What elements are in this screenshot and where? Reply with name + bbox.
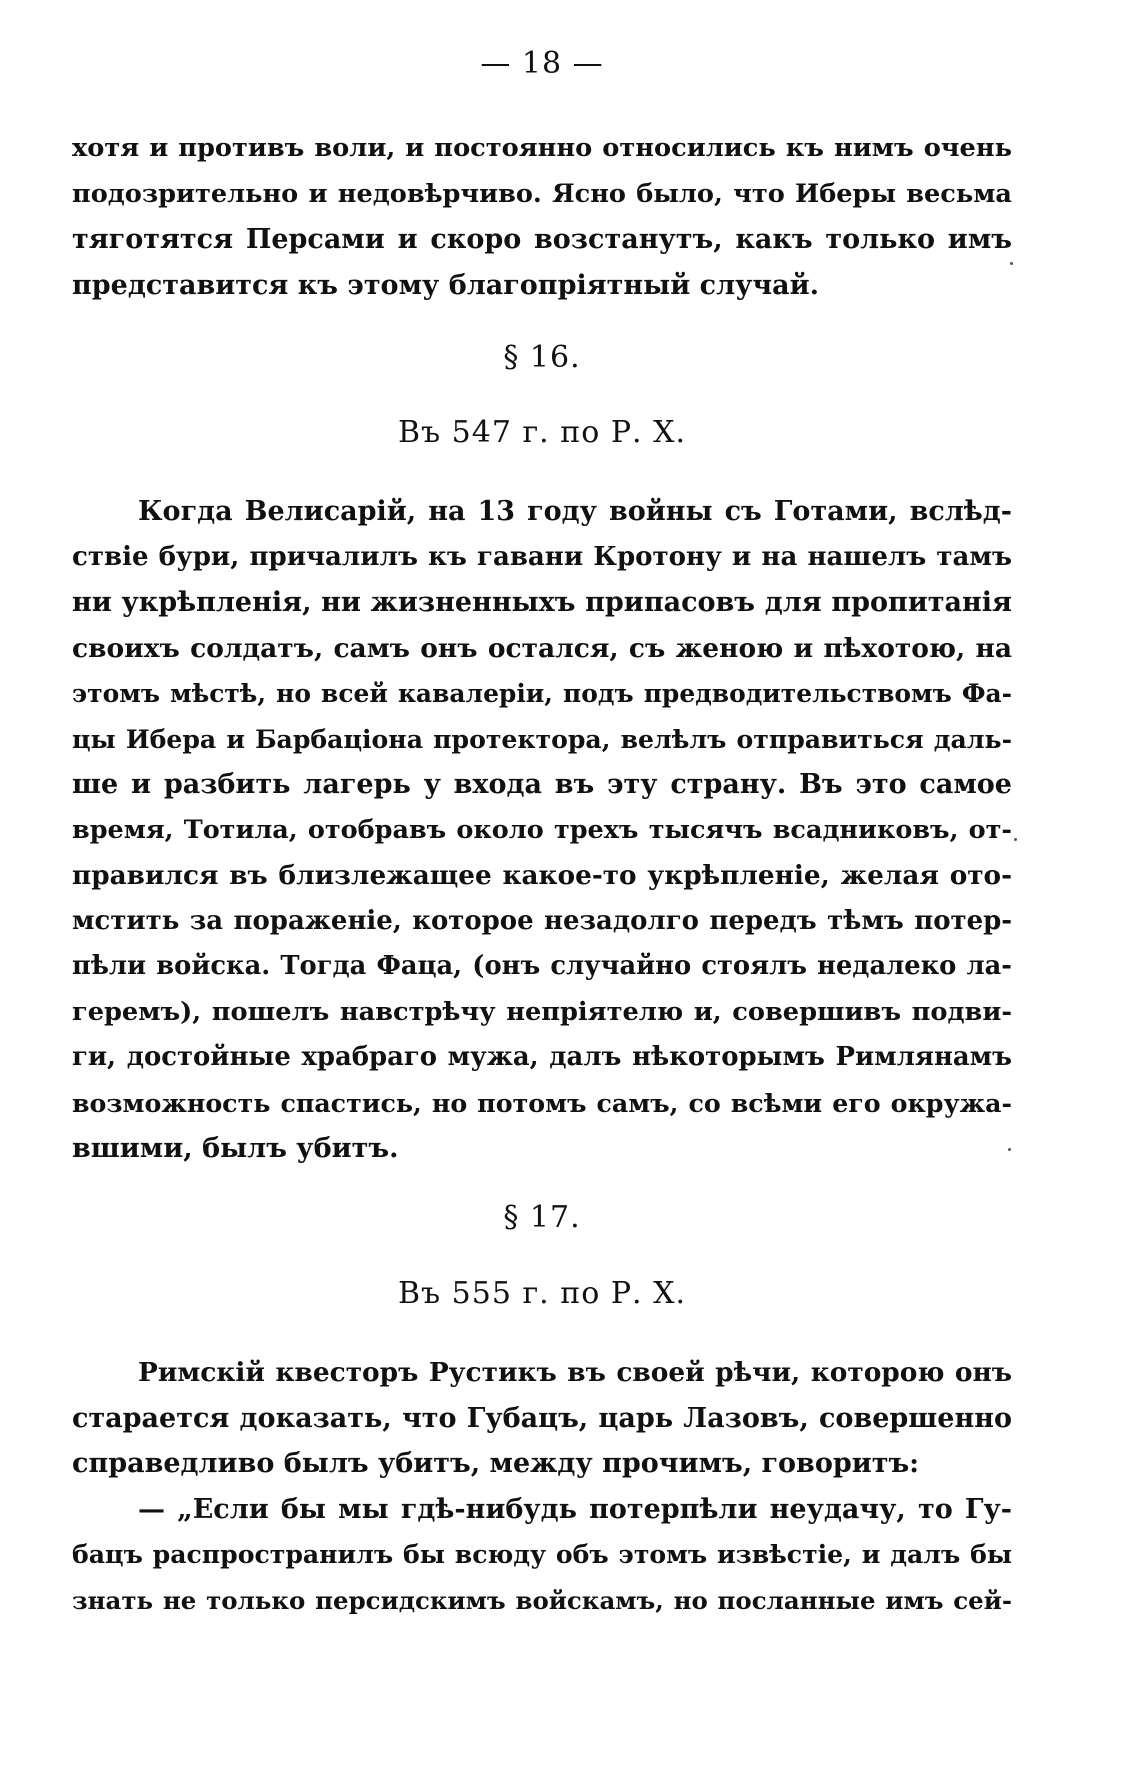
section-16-date: Въ 547 г. по Р. X.: [398, 415, 686, 450]
print-speck: [1010, 262, 1013, 265]
print-speck: [1014, 838, 1017, 841]
text-line: этомъ мѣстѣ, но всей кавалеріи, подъ предводительствомъ Фа-: [72, 679, 1012, 708]
text-line: возможность спастись, но потомъ самъ, со всѣми его окружа-: [72, 1087, 1012, 1118]
text-line: цы Ибера и Барбаціона протектора, велѣлъ отправиться даль-: [72, 723, 1012, 754]
text-line: подозрительно и недовѣрчиво. Ясно было, что Иберы весьма: [72, 178, 1012, 209]
text-line: знать не только персидскимъ войскамъ, но посланные имъ сей-: [72, 1585, 1012, 1615]
text-line: тяготятся Персами и скоро возстанутъ, какъ только имъ: [72, 224, 1012, 255]
print-speck: [1008, 1148, 1011, 1151]
text-line: вшими, былъ убитъ.: [72, 1133, 399, 1164]
text-line: правился въ близлежащее какое-то укрѣпленіе, желая ото-: [72, 860, 1012, 891]
text-line: Когда Велисарій, на 13 году войны съ Готами, вслѣд-: [138, 496, 1012, 527]
text-line: Римскій квесторъ Рустикъ въ своей рѣчи, которою онъ: [138, 1357, 1012, 1388]
section-17-date: Въ 555 г. по Р. X.: [398, 1276, 686, 1311]
text-line: ни укрѣпленія, ни жизненныхъ припасовъ для пропитанія: [72, 587, 1012, 618]
text-line: пѣли войска. Тогда Фаца, (онъ случайно стоялъ недалеко ла-: [72, 951, 1012, 981]
text-line: ше и разбить лагерь у входа въ эту страну. Въ это самое: [72, 769, 1012, 800]
text-line: своихъ солдатъ, самъ онъ остался, съ женою и пѣхотою, на: [72, 632, 1012, 664]
text-line: ги, достойные храбраго мужа, далъ нѣкоторымъ Римлянамъ: [72, 1042, 1012, 1072]
paragraph-section-17: [72, 1350, 1012, 1623]
text-line: время, Тотила, отобравъ около трехъ тысячъ всадниковъ, от-: [72, 814, 1012, 845]
text-line: мстить за пораженіе, которое незадолго передъ тѣмъ потер-: [72, 905, 1012, 936]
text-line: старается доказать, что Губацъ, царь Лазовъ, совершенно: [72, 1402, 1012, 1434]
text-line: — „Если бы мы гдѣ-нибудь потерпѣли неудачу, то Гу-: [138, 1493, 1012, 1525]
paragraph-continuation: [72, 126, 1012, 308]
text-line: бацъ распространилъ бы всюду объ этомъ извѣстіе, и далъ бы: [72, 1539, 1012, 1569]
text-line: справедливо былъ убитъ, между прочимъ, говоритъ:: [72, 1448, 920, 1479]
section-17-title: § 17.: [503, 1200, 581, 1235]
text-line: ствіе бури, причалилъ къ гавани Кротону и на нашелъ тамъ: [72, 541, 1012, 572]
paragraph-section-16: [72, 489, 1012, 1172]
text-line: представится къ этому благопріятный случай.: [72, 269, 820, 301]
section-16-title: § 16.: [503, 340, 581, 375]
book-page: [72, 0, 1012, 1783]
page-number: — 18 —: [480, 46, 604, 81]
text-line: геремъ), пошелъ навстрѣчу непріятелю и, совершивъ подви-: [72, 996, 1012, 1027]
text-line: хотя и противъ воли, и постоянно относились къ нимъ очень: [72, 133, 1012, 163]
